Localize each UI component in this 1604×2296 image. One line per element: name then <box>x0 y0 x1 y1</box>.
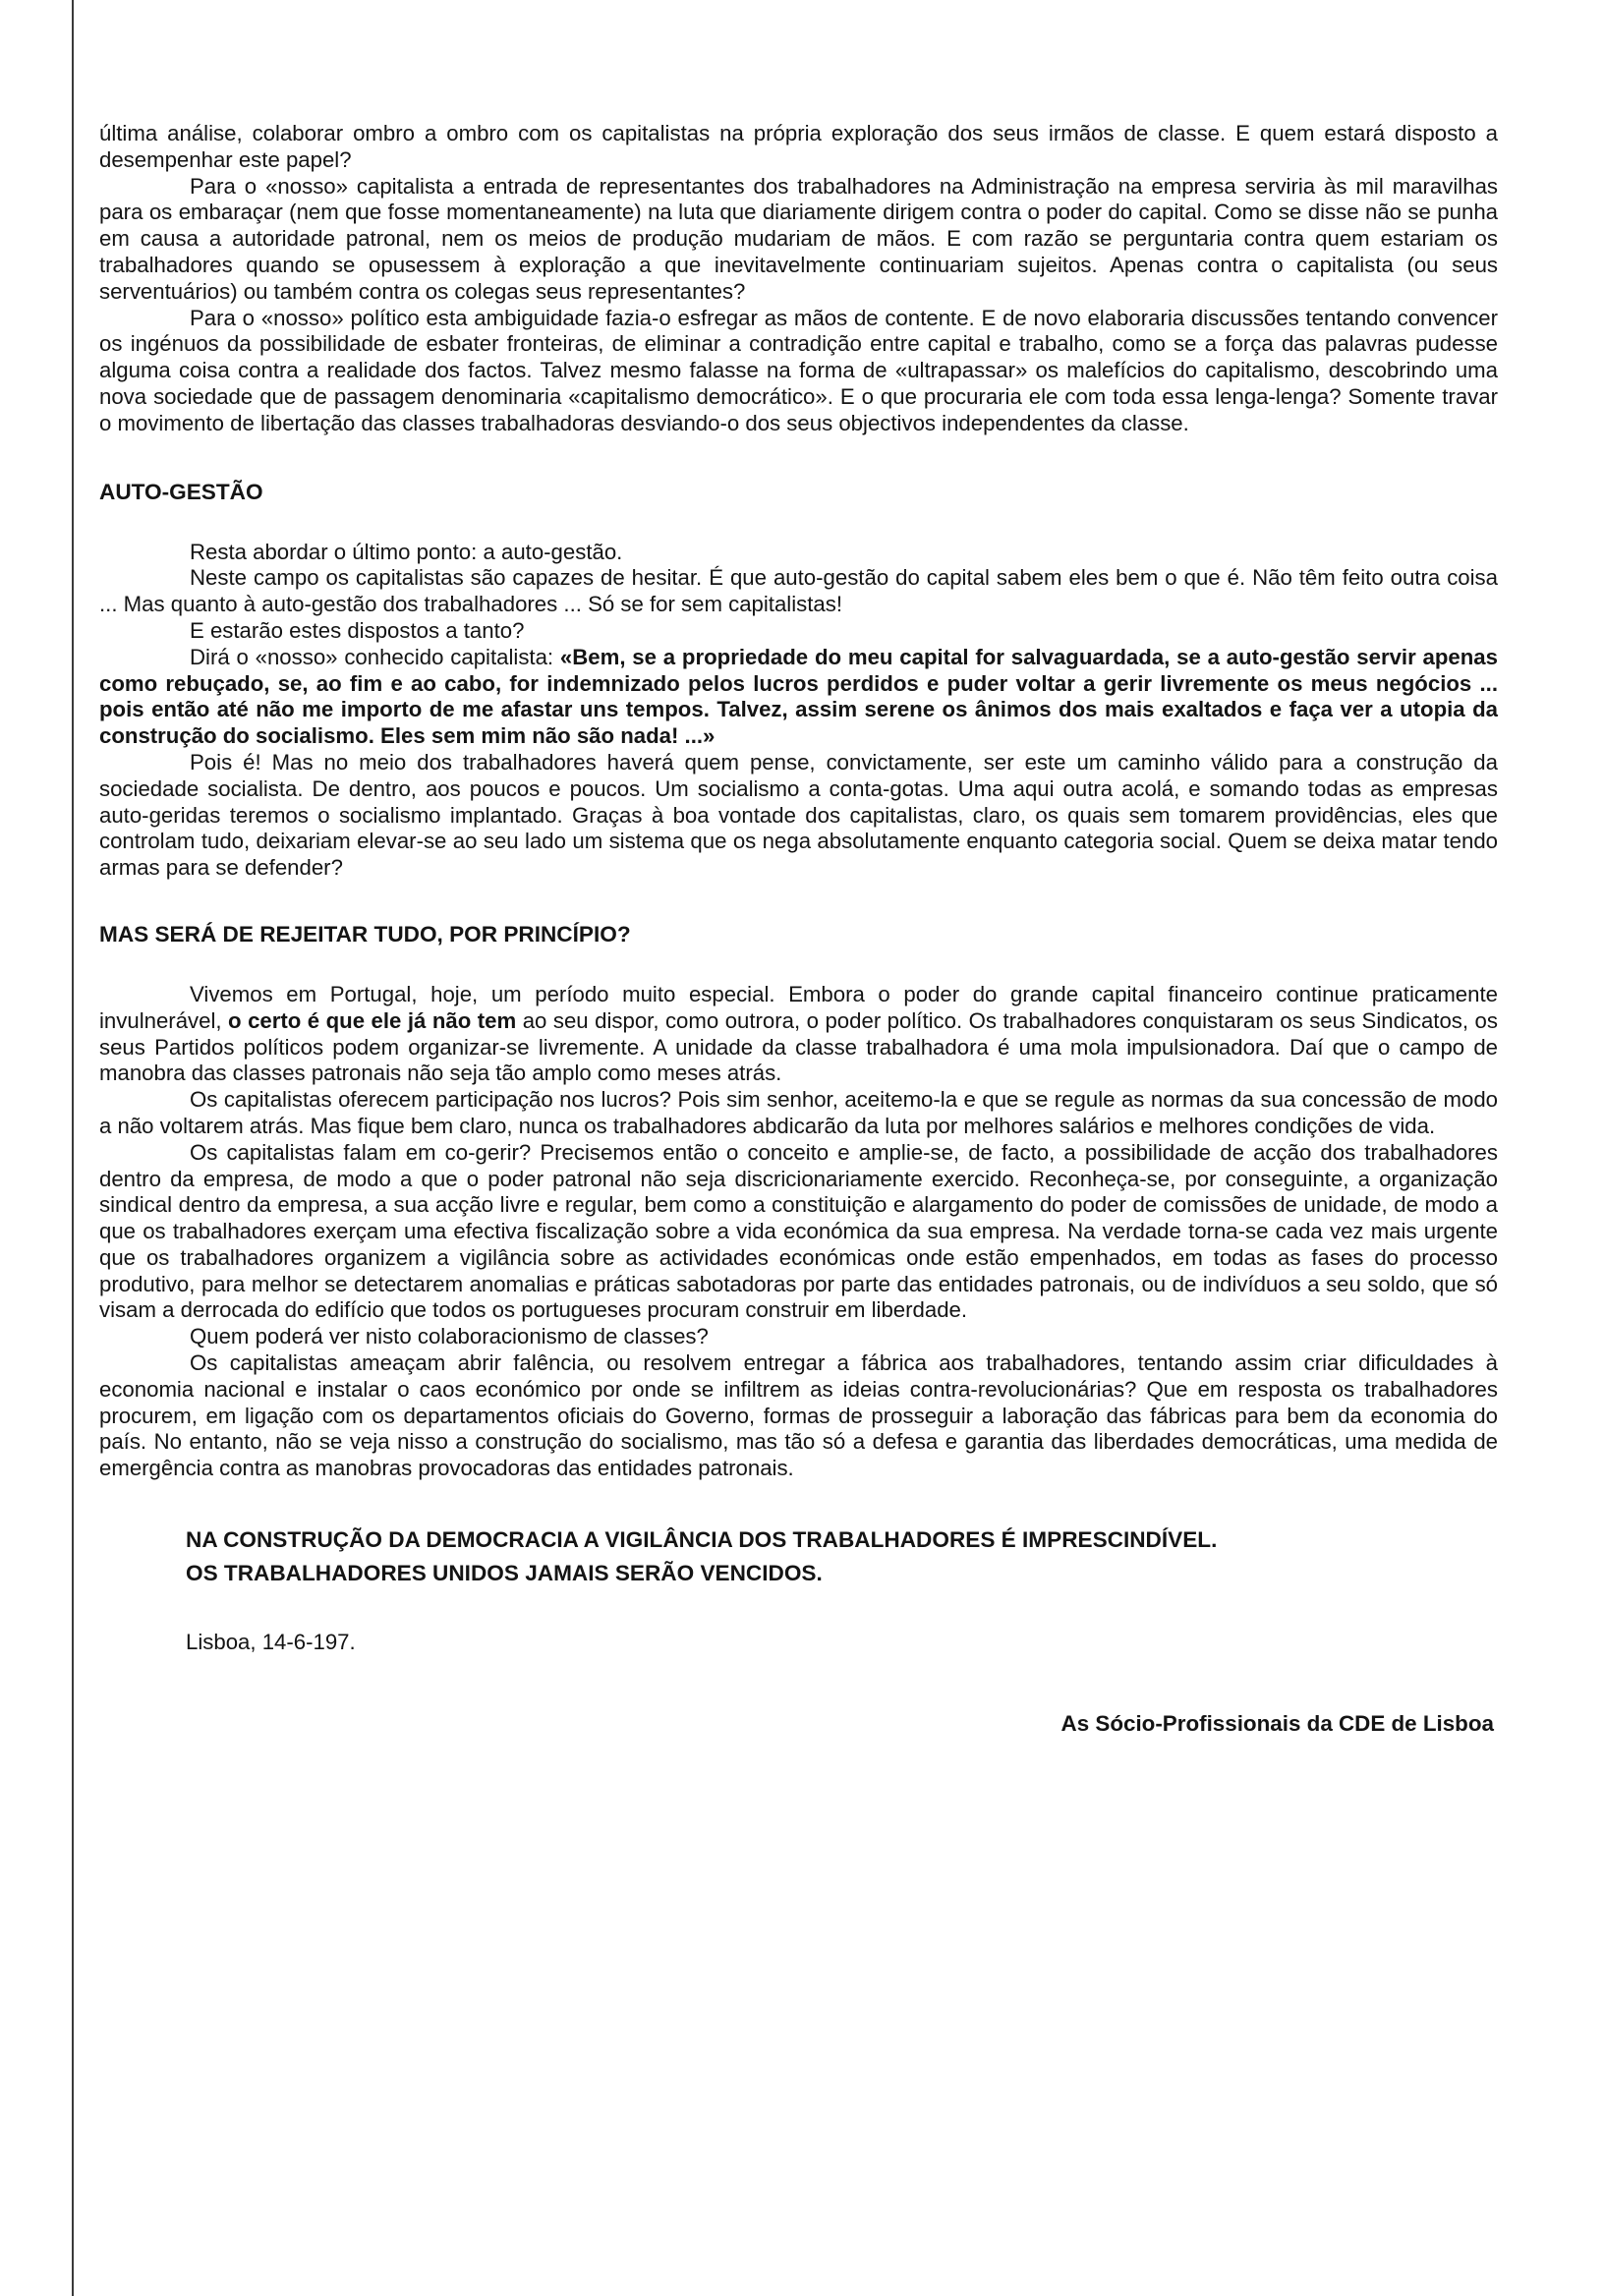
capitalist-quote: «Bem, se a propriedade do meu capital for salvaguardada, se a auto-gestão servir apenas como rebuçado, se, ao fim e ao cabo, for indemnizado pelos lucros perdidos e puder voltar a gerir livremente os meus negócios ... pois então até não me importo de me afastar uns tempos. Talvez, assim serene os ânimos dos mais exaltados e faça ver a utopia da construção do socialismo. Eles sem mim não são nada! ...» <box>99 644 1498 749</box>
signature: As Sócio-Profissionais da CDE de Lisboa <box>1060 1710 1494 1736</box>
auto-gestao-paragraph-2: Neste campo os capitalistas são capazes de hesitar. É que auto-gestão do capital sabem eles bem o que é. Não têm feito outra coisa ... Mas quanto à auto-gestão dos trabalhadores ... Só se for sem capitalistas! <box>99 565 1498 617</box>
place-date: Lisboa, 14-6-197. <box>186 1630 356 1655</box>
rejeitar-paragraph-1 <box>99 982 1498 1087</box>
auto-gestao-paragraph-5: Pois é! Mas no meio dos trabalhadores haverá quem pense, convictamente, ser este um caminho válido para a construção da sociedade socialista. De dentro, aos poucos e poucos. Um socialismo a conta-gotas. Uma aqui outra acolá, e somando todas as empresas auto-geridas teremos o socialismo implantado. Graças à boa vontade dos capitalistas, claro, os quais sem tomarem providências, eles que controlam tudo, deixariam elevar-se ao seu lado um sistema que os nega absolutamente enquanto categoria social. Quem se deixa matar tendo armas para se defender? <box>99 749 1498 881</box>
intro-paragraph-2: Para o «nosso» político esta ambiguidade fazia-o esfregar as mãos de contente. E de novo elaboraria discussões tentando convencer os ingénuos da possibilidade de esbater fronteiras, de eliminar a contradição entre capital e trabalho, como se a força das palavras pudesse alguma coisa contra a realidade dos factos. Talvez mesmo falasse na forma de «ultrapassar» os malefícios do capitalismo, descobrindo uma nova sociedade que de passagem denominaria «capitalismo democrático». E o que procuraria ele com toda essa lenga-lenga? Somente travar o movimento de libertação das classes trabalhadoras desviando-o dos seus objectivos independentes da classe. <box>99 305 1498 435</box>
rejeitar-paragraph-3: Os capitalistas falam em co-gerir? Precisemos então o conceito e amplie-se, de facto, a possibilidade de acção dos trabalhadores dentro da empresa, de modo a que o poder patronal não seja discricionariamente exercido. Reconheça-se, por conseguinte, a organização sindical dentro da empresa, a sua acção livre e regular, bem como a constituição e alargamento do poder de comissões de unidade, de modo a que os trabalhadores exerçam uma efectiva fiscalização sobre a vida económica da sua empresa. Na verdade torna-se cada vez mais urgente que os trabalhadores organizem a vigilância sobre as actividades económicas onde estão empenhados, em todas as fases do processo produtivo, para melhor se detectarem anomalias e práticas sabotadoras por parte das entidades patronais, ou de indivíduos a seu soldo, que só visam a derrocada do edifício que todos os portugueses procuram construir em liberdade. <box>99 1139 1498 1323</box>
left-margin-rule <box>72 0 74 2296</box>
slogan-unidos: OS TRABALHADORES UNIDOS JAMAIS SERÃO VENCIDOS. <box>186 1561 823 1586</box>
auto-gestao-paragraph-1: Resta abordar o último ponto: a auto-gestão. <box>190 539 623 564</box>
auto-gestao-paragraph-4 <box>99 645 1498 750</box>
intro-paragraph-0: última análise, colaborar ombro a ombro com os capitalistas na própria exploração dos seus irmãos de classe. E quem estará disposto a desempenhar este papel? <box>99 121 1498 172</box>
capitalist-quote-lead: Dirá o «nosso» conhecido capitalista: <box>190 644 560 669</box>
rejeitar-paragraph-4: Quem poderá ver nisto colaboracionismo de classes? <box>190 1324 709 1349</box>
document-page <box>99 121 1498 1738</box>
heading-auto-gestao: AUTO-GESTÃO <box>99 479 263 504</box>
rejeitar-p1-text-a: Vivemos em Portugal, hoje, um período muito especial. Embora o poder do grande capital financeiro continue praticamente invulnerável, <box>99 981 1498 1033</box>
rejeitar-paragraph-2: Os capitalistas oferecem participação nos lucros? Pois sim senhor, aceitemo-la e que se regule as normas da sua concessão de modo a não voltarem atrás. Mas fique bem claro, nunca os trabalhadores abdicarão da luta por melhores salários e melhores condições de vida. <box>99 1087 1498 1138</box>
intro-paragraph-1: Para o «nosso» capitalista a entrada de representantes dos trabalhadores na Administração na empresa serviria às mil maravilhas para os embaraçar (nem que fosse momentaneamente) na luta que diariamente dirigem contra o poder do capital. Como se disse não se punha em causa a autoridade patronal, nem os meios de produção mudariam de mãos. E com razão se perguntaria contra quem estariam os trabalhadores quando se opusessem à exploração a que inevitavelmente continuariam sujeitos. Apenas contra o capitalista (ou seus serventuários) ou também contra os colegas seus representantes? <box>99 173 1498 304</box>
closing-slogans <box>186 1523 1498 1590</box>
slogan-vigilancia: NA CONSTRUÇÃO DA DEMOCRACIA A VIGILÂNCIA DOS TRABALHADORES É IMPRESCINDÍVEL. <box>186 1527 1218 1553</box>
rejeitar-p1-emphasis: o certo é que ele já não tem <box>228 1007 517 1033</box>
auto-gestao-paragraph-3: E estarão estes dispostos a tanto? <box>190 617 525 643</box>
heading-rejeitar: MAS SERÁ DE REJEITAR TUDO, POR PRINCÍPIO? <box>99 921 631 947</box>
rejeitar-paragraph-5: Os capitalistas ameaçam abrir falência, ou resolvem entregar a fábrica aos trabalhadores, tentando assim criar dificuldades à economia nacional e instalar o caos económico por onde se infiltrem as ideias contra-revolucionárias? Que em resposta os trabalhadores procurem, em ligação com os departamentos oficiais do Governo, formas de prosseguir a laboração das fábricas para bem da economia do país. No entanto, não se veja nisso a construção do socialismo, mas tão só a defesa e garantia das liberdades democráticas, uma medida de emergência contra as manobras provocadoras das entidades patronais. <box>99 1350 1498 1481</box>
rejeitar-p1-text-b: ao seu dispor, como outrora, o poder político. Os trabalhadores conquistaram os seus Sindicatos, os seus Partidos políticos podem organizar-se livremente. A unidade da classe trabalhadora é uma mola impulsionadora. Daí que o campo de manobra das classes patronais não seja tão amplo como meses atrás. <box>99 1007 1498 1086</box>
